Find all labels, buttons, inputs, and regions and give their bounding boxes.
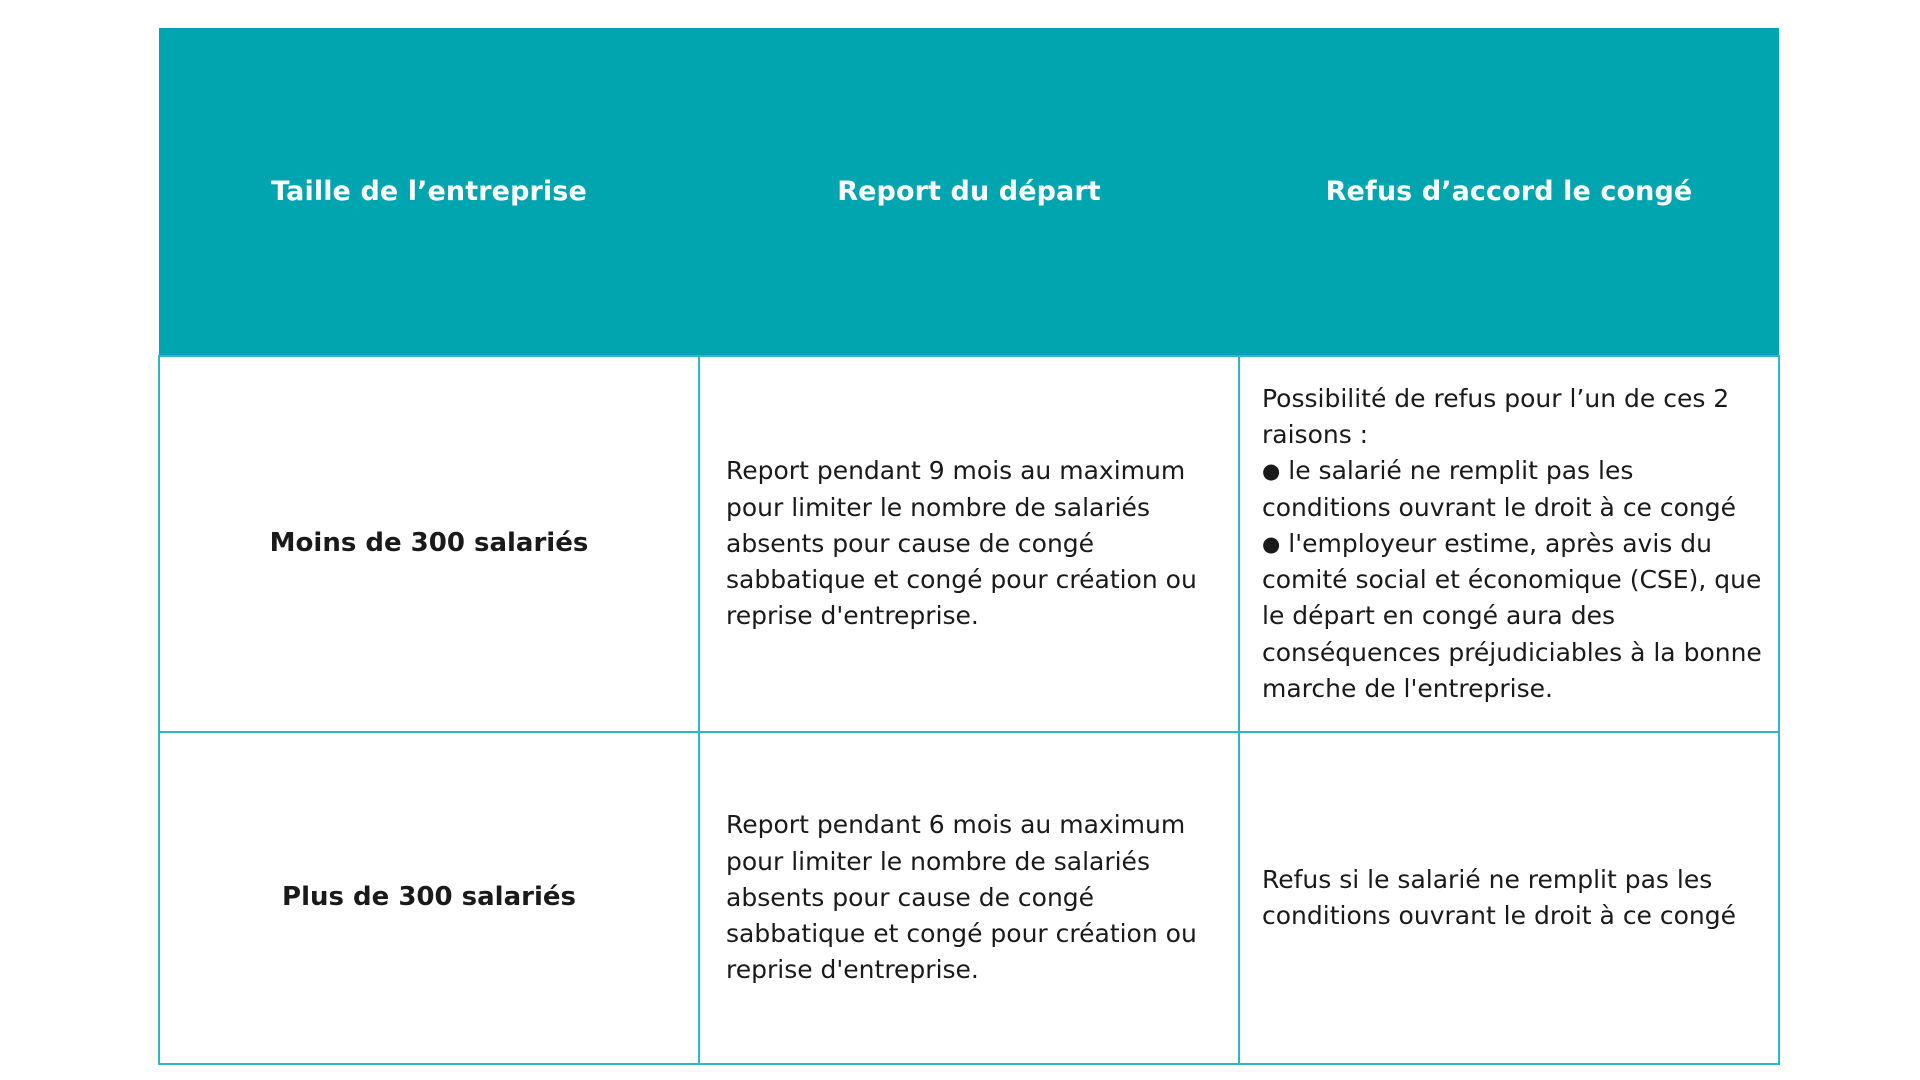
refus-intro-text: Possibilité de refus pour l’un de ces 2 raisons : — [1262, 383, 1730, 450]
cell-taille-entreprise-plus-300: Plus de 300 salariés — [159, 732, 699, 1064]
list-item-label: le salarié ne remplit pas les conditions ouvrant le droit à ce congé — [1262, 456, 1737, 522]
cell-refus-conge-plus-300 — [1239, 732, 1779, 1064]
column-header-taille-entreprise: Taille de l’entreprise — [159, 28, 699, 356]
cell-report-depart-plus-300 — [699, 732, 1239, 1064]
table-header-row — [159, 28, 1779, 356]
report-text: Report pendant 9 mois au maximum pour limiter le nombre de salariés absents pour cause de congé sabbatique et congé pour création ou reprise d'entreprise. — [726, 456, 1197, 631]
cell-refus-conge-moins-300 — [1239, 356, 1779, 732]
cell-report-depart-moins-300 — [699, 356, 1239, 732]
report-text: Report pendant 6 mois au maximum pour limiter le nombre de salariés absents pour cause de congé sabbatique et congé pour création ou reprise d'entreprise. — [726, 810, 1197, 985]
column-header-refus-accord-conge: Refus d’accord le congé — [1239, 28, 1779, 356]
list-item — [1262, 453, 1764, 526]
list-item-label: l'employeur estime, après avis du comité social et économique (CSE), que le départ en congé aura des conséquences préjudiciables à la bonne marche de l'entreprise. — [1262, 528, 1762, 703]
cell-taille-entreprise-moins-300: Moins de 300 salariés — [159, 356, 699, 732]
comparison-table-container — [158, 28, 1780, 1064]
refus-text: Refus si le salarié ne remplit pas les conditions ouvrant le droit à ce congé — [1262, 864, 1737, 930]
table-row — [159, 732, 1779, 1064]
bullet-dot-icon: ● — [1262, 531, 1281, 556]
table-row — [159, 356, 1779, 732]
list-item — [1262, 526, 1764, 707]
table-body — [159, 356, 1779, 1064]
bullet-dot-icon: ● — [1262, 459, 1281, 484]
refus-bullet-list — [1262, 453, 1764, 707]
column-header-report-depart: Report du départ — [699, 28, 1239, 356]
conge-sabbatique-table — [158, 28, 1780, 1065]
table-header — [159, 28, 1779, 356]
